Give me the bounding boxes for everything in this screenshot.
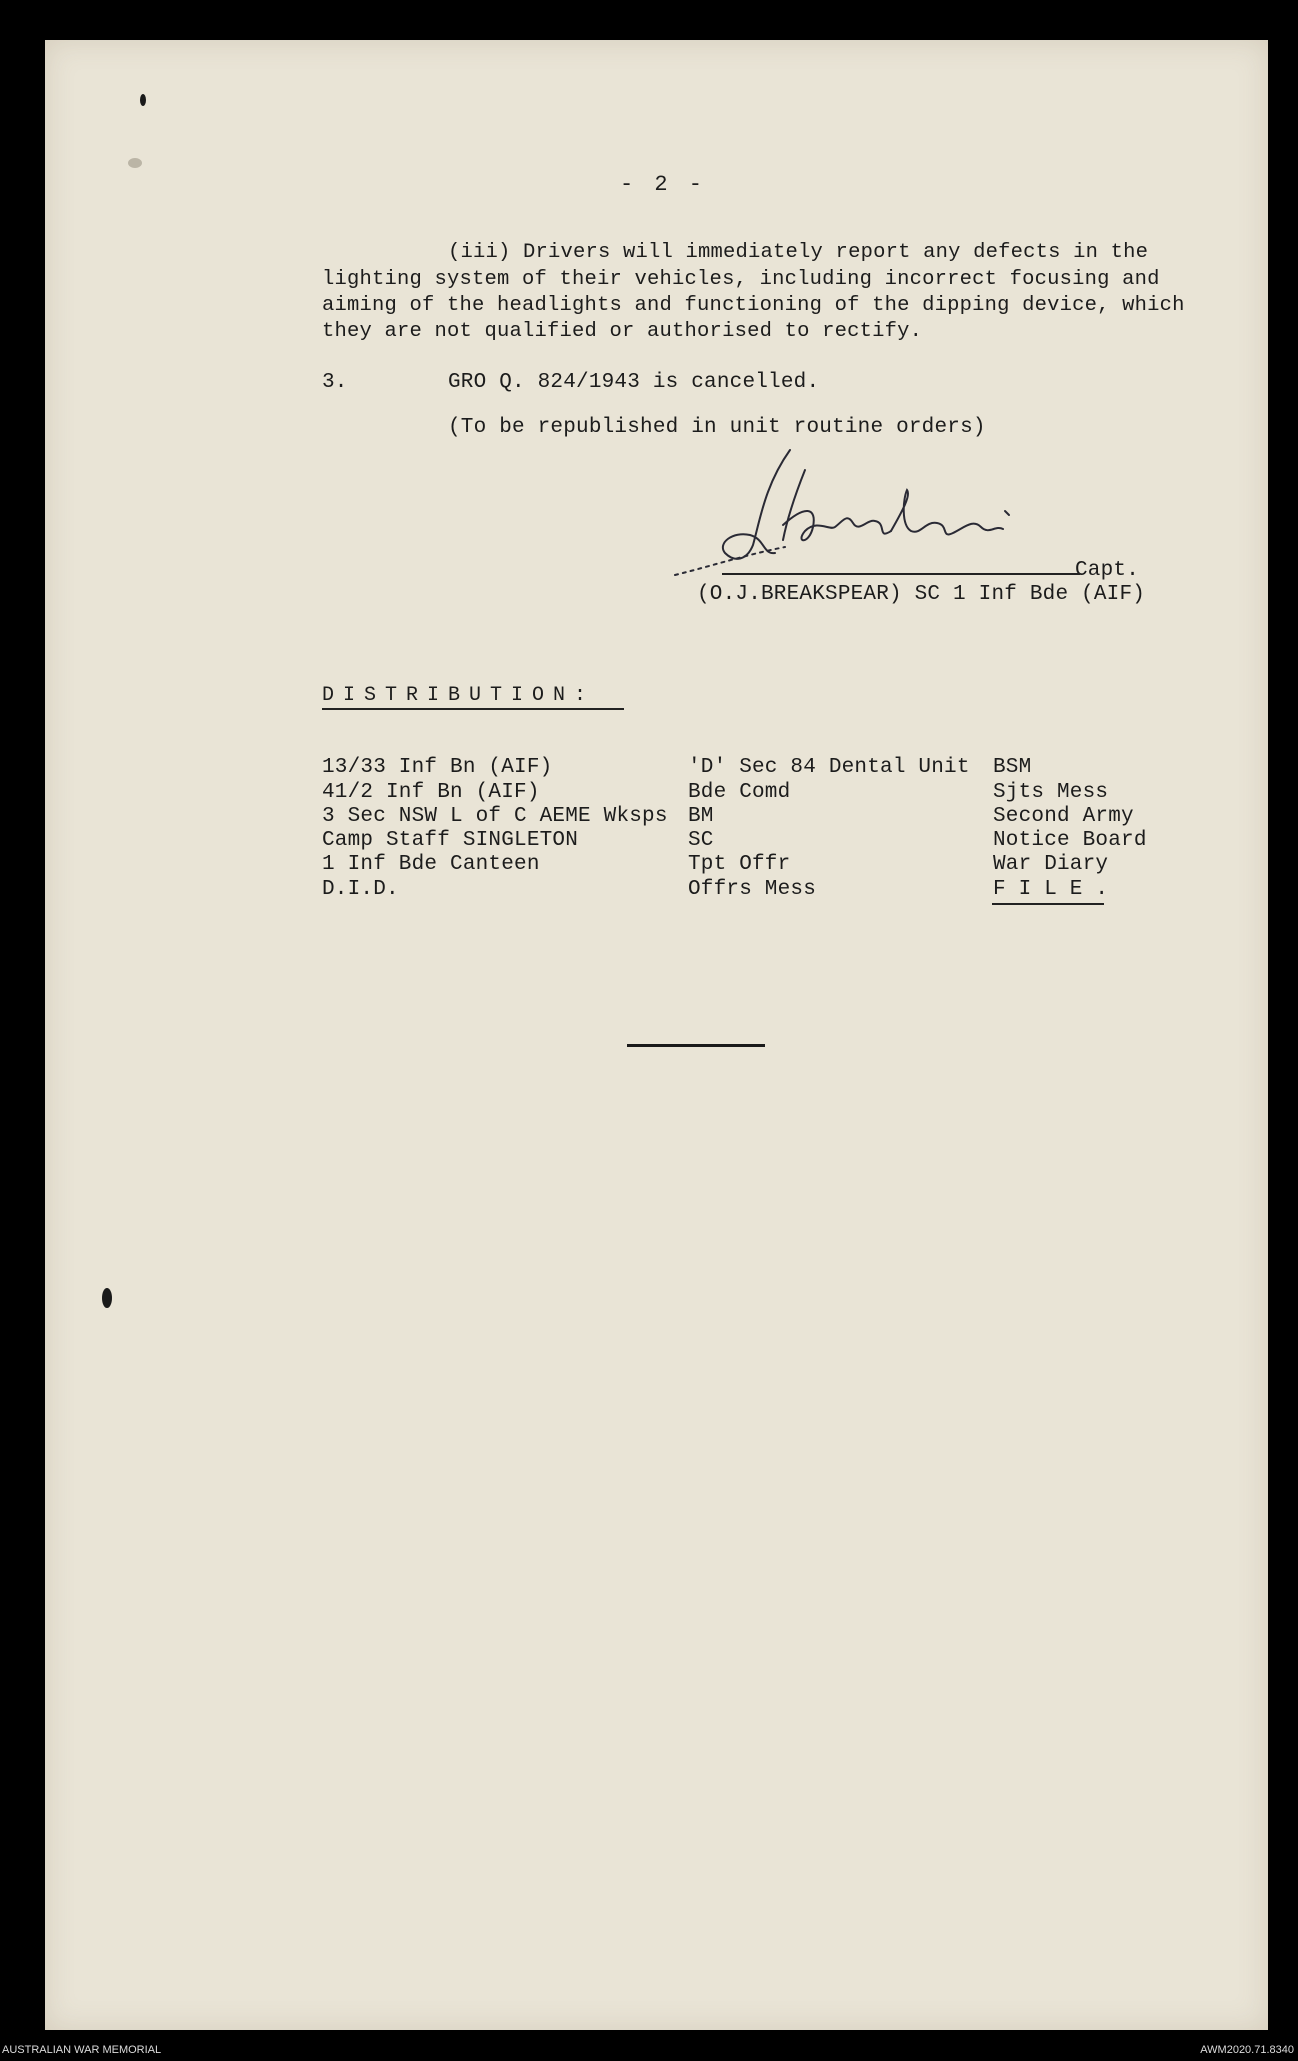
distribution-item: Notice Board: [993, 829, 1147, 852]
hole-mark: [140, 94, 146, 106]
distribution-item: Second Army: [993, 805, 1134, 828]
distribution-item: SC: [688, 829, 714, 852]
distribution-item: F I L E .: [993, 878, 1109, 901]
paragraph-iii-line: lighting system of their vehicles, including incorrect focusing and: [322, 268, 1160, 291]
paragraph-iii-line: they are not qualified or authorised to rectify.: [322, 320, 923, 343]
distribution-item: BM: [688, 805, 714, 828]
distribution-item: Offrs Mess: [688, 878, 817, 901]
paragraph-iii-line: aiming of the headlights and functioning of the dipping device, which: [322, 294, 1185, 317]
distribution-item: Tpt Offr: [688, 853, 791, 876]
republish-note: (To be republished in unit routine orders): [448, 416, 986, 439]
distribution-heading: DISTRIBUTION:: [322, 684, 596, 707]
hole-mark: [128, 158, 142, 168]
distribution-item: 41/2 Inf Bn (AIF): [322, 781, 540, 804]
footer-right: AWM2020.71.8340: [1200, 2044, 1294, 2056]
heading-underline: [322, 708, 624, 710]
distribution-item: Sjts Mess: [993, 781, 1109, 804]
distribution-item: Camp Staff SINGLETON: [322, 829, 579, 852]
distribution-item: D.I.D.: [322, 878, 399, 901]
distribution-item: 13/33 Inf Bn (AIF): [322, 756, 553, 779]
distribution-item: 'D' Sec 84 Dental Unit: [688, 756, 970, 779]
distribution-item: 1 Inf Bde Canteen: [322, 853, 540, 876]
signatory-rank: Capt.: [1075, 559, 1140, 582]
distribution-item: War Diary: [993, 853, 1109, 876]
signatory-name: (O.J.BREAKSPEAR) SC 1 Inf Bde (AIF): [697, 583, 1146, 606]
paragraph-iii-line: (iii) Drivers will immediately report any defects in the: [448, 241, 1149, 264]
signature-line: [722, 573, 1080, 575]
signature-image: [655, 435, 1035, 585]
paragraph-3-text: GRO Q. 824/1943 is cancelled.: [448, 371, 820, 394]
page-number: - 2 -: [620, 172, 707, 197]
distribution-item: BSM: [993, 756, 1032, 779]
file-underline: [992, 903, 1104, 905]
distribution-item: Bde Comd: [688, 781, 791, 804]
distribution-item: 3 Sec NSW L of C AEME Wksps: [322, 805, 668, 828]
hole-mark: [102, 1288, 112, 1308]
closing-rule: [627, 1044, 765, 1047]
footer-left: AUSTRALIAN WAR MEMORIAL: [2, 2044, 162, 2056]
paragraph-3-number: 3.: [322, 371, 348, 394]
